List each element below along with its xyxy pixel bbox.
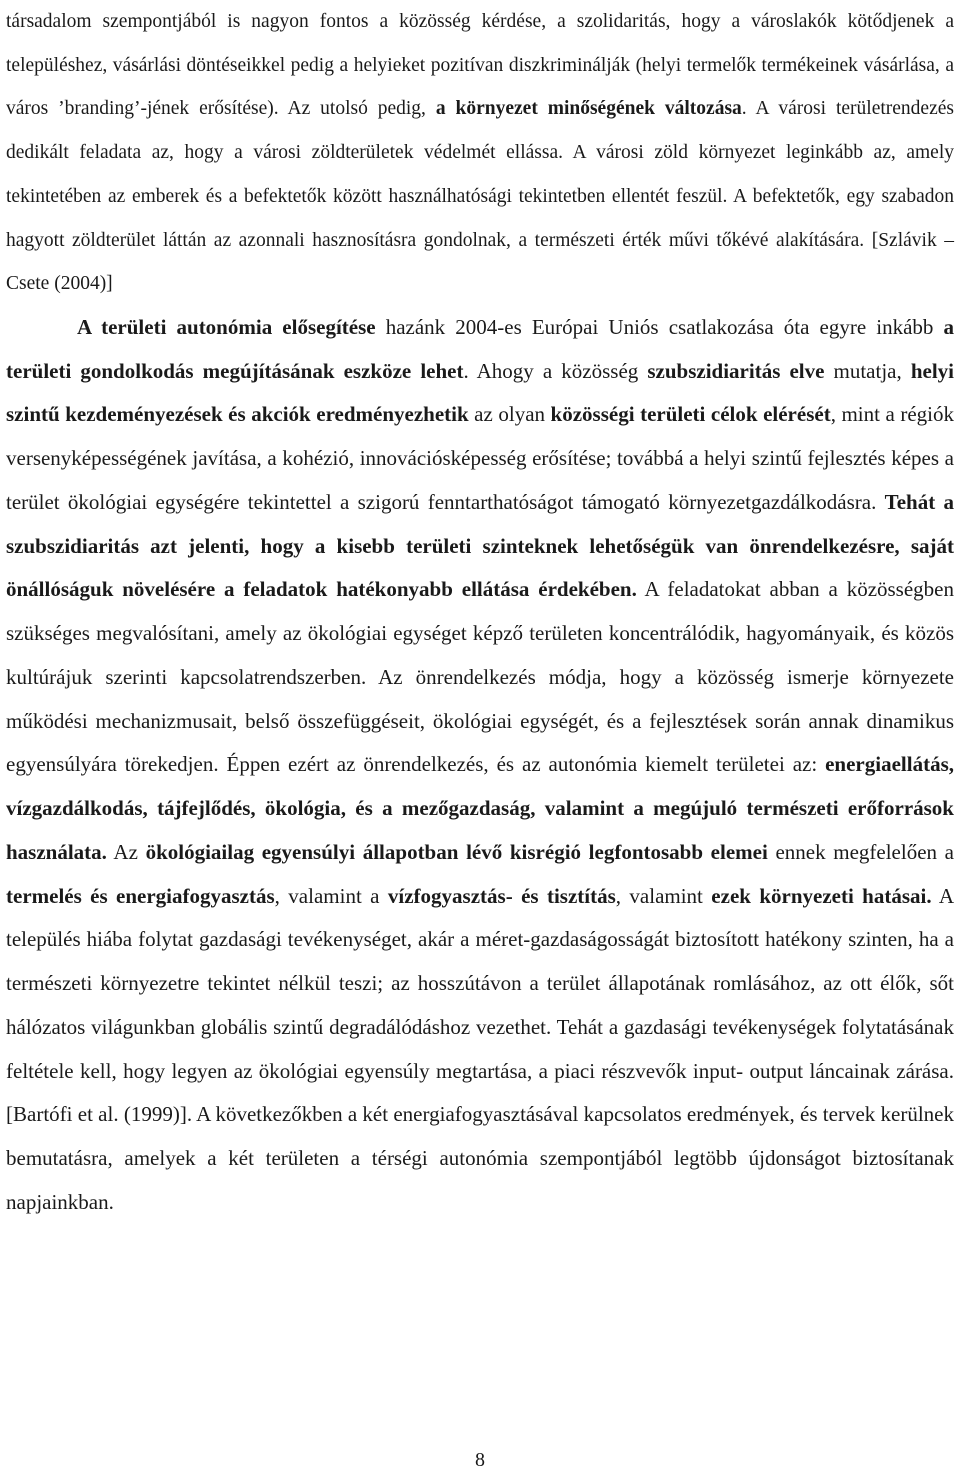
paragraph-territorial-autonomy	[6, 306, 954, 1225]
emphasized-text: szubszidiaritás elve	[647, 358, 825, 383]
emphasized-text: vízfogyasztás- és tisztítás	[387, 883, 616, 908]
body-text: mutatja,	[824, 358, 911, 383]
body-text: A feladatokat abban a közösségben szükséges megvalósítani, amely az ökológiai egységet képző területen koncentrálódik, hagyományaik, és közös kultúrájuk szerinti kapcsolatrendszerben. Az önrendelkezés módja, hogy a közösség ismerje környezete működési mechanizmusait, belső összefüggéseit, ökológiai egységét, és a fejlesztések során annak dinamikus egyensúlyára törekedjen. Éppen ezért az önrendelkezés, és az autonómia kiemelt területei az:	[6, 577, 954, 777]
body-text: . Ahogy a közösség	[463, 358, 648, 383]
emphasized-text: ökológiailag egyensúlyi állapotban lévő kisrégió legfontosabb elemei	[145, 839, 768, 864]
body-text: Az	[106, 839, 146, 864]
body-text: az olyan	[468, 402, 551, 427]
emphasized-text: a környezet minőségének változása	[435, 98, 742, 120]
body-text: társadalom szempontjából is nagyon fontos a közösség kérdése, a szolidaritás, hogy a városlakók kötődjenek a településhez, vásárlási döntéseikkel pedig a helyieket pozitívan diszkriminálják (helyi termelők termékeinek vásárlása, a város ’branding’-jének erősítése). Az utolsó pedig,	[6, 11, 954, 120]
emphasized-text: ezek környezeti hatásai.	[711, 883, 932, 908]
body-text: ennek megfelelően a	[767, 839, 954, 864]
page-number: 8	[475, 1449, 485, 1471]
body-text: hazánk 2004-es Európai Uniós csatlakozása óta egyre inkább	[375, 314, 944, 339]
emphasized-text: Tehát a szubszidiaritás azt jelenti, hogy a kisebb területi szinteknek lehetőségük van önrendelkezésre, saját önállóságuk növelésére a feladatok hatékonyabb ellátása érdekében.	[6, 489, 954, 602]
body-text: , valamint	[615, 883, 712, 908]
paragraph-community-environment	[6, 0, 954, 306]
body-text: , mint a régiók versenyképességének javítása, a kohézió, innovációsképesség erősítése; továbbá a helyi szintű fejlesztés képes a terület ökológiai egységére tekintettel a szigorú fenntarthatóságot támogató környezetgazdálkodásra.	[6, 402, 954, 514]
emphasized-text: energiaellátás, vízgazdálkodás, tájfejlődés, ökológia, és a mezőgazdaság, valamint a megújuló természeti erőforrások használata.	[6, 752, 954, 864]
emphasized-text: helyi szintű kezdeményezések és akciók eredményezhetik	[6, 358, 954, 427]
emphasized-text: közösségi területi célok elérését	[550, 402, 831, 427]
emphasized-text: a területi gondolkodás megújításának eszköze lehet	[6, 314, 955, 383]
emphasized-text: termelés és energiafogyasztás	[6, 883, 275, 908]
emphasized-text: A területi autonómia elősegítése	[77, 314, 376, 339]
body-text: A település hiába folytat gazdasági tevékenységet, akár a méret-gazdaságosságát biztosított hatékony szinten, ha a természeti környezetre tekintet nélkül teszi; az hosszútávon a terület állapotának romlásához, az ott élők, sőt hálózatos világunkban globális szintű degradálódáshoz vezethet. Tehát a gazdasági tevékenységek folytatásának feltétele kell, hogy legyen az ökológiai egyensúly megtartása, a piaci részvevők input- output láncainak zárása. [Bartófi et al. (1999)]. A következőkben a két energiafogyasztásával kapcsolatos eredmények, és tervek kerülnek bemutatásra, amelyek a két területen a térségi autonómia szempontjából legtöbb újdonságot biztosítanak napjainkban.	[6, 883, 955, 1214]
body-text: . A városi területrendezés dedikált feladata az, hogy a városi zöldterületek védelmét ellássa. A városi zöld környezet leginkább az, amely tekintetében az emberek és a befektetők között használhatósági tekintetben ellentét feszül. A befektetők, egy szabadon hagyott zöldterület láttán az azonnali hasznosításra gondolnak, a természeti érték művi tőkévé alakítására. [Szlávik – Csete (2004)]	[6, 98, 954, 295]
body-text: , valamint a	[274, 883, 388, 908]
